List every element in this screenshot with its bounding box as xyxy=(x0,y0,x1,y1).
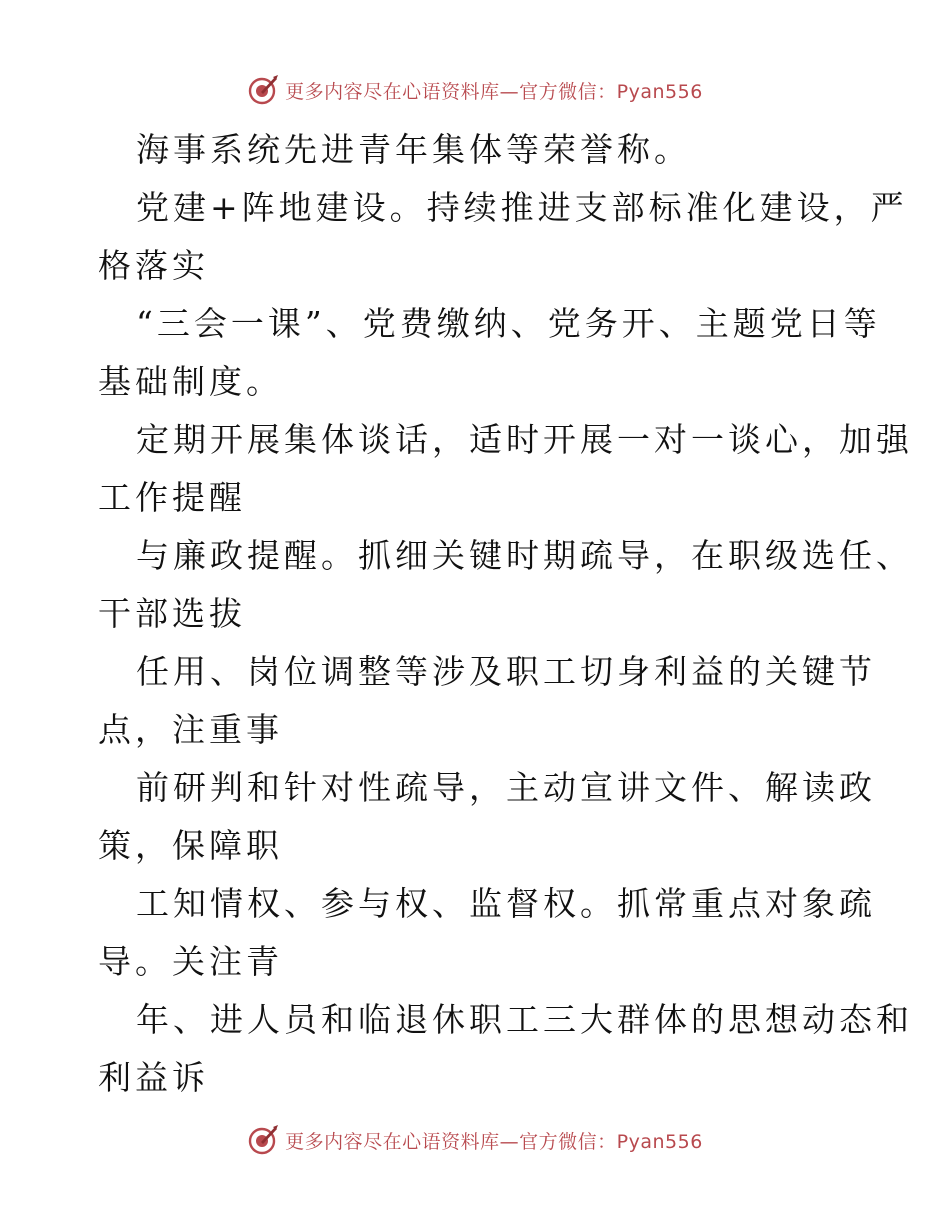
footer-banner-label: 更多内容尽在心语资料库—官方微信： xyxy=(285,1130,617,1153)
paragraph-line: 定期开展集体谈话，适时开展一对一谈心，加强 xyxy=(136,420,913,459)
paragraph-line: 工作提醒 xyxy=(98,478,246,517)
footer-banner xyxy=(0,1120,950,1160)
paragraph-line: 格落实 xyxy=(98,246,209,285)
quill-pen-logo-icon xyxy=(247,1124,279,1156)
paragraph-line: 年、进人员和临退休职工三大群体的思想动态和 xyxy=(136,1000,913,1039)
paragraph-line: 任用、岗位调整等涉及职工切身利益的关键节 xyxy=(136,652,876,691)
footer-banner-handle: Pyan556 xyxy=(616,1130,703,1153)
paragraph-line: 策，保障职 xyxy=(98,826,283,865)
footer-banner-text xyxy=(285,1127,703,1154)
paragraph-line: 利益诉 xyxy=(98,1058,209,1097)
paragraph-line: 工知情权、参与权、监督权。抓常重点对象疏 xyxy=(136,884,876,923)
paragraph-line: 党建+阵地建设。持续推进支部标准化建设，严 xyxy=(136,188,908,227)
paragraph-line: 与廉政提醒。抓细关键时期疏导，在职级选任、 xyxy=(136,536,913,575)
header-banner-label: 更多内容尽在心语资料库—官方微信： xyxy=(285,80,617,103)
paragraph-line: 点，注重事 xyxy=(98,710,283,749)
paragraph-line: 海事系统先进青年集体等荣誉称。 xyxy=(136,130,691,169)
paragraph-line: 基础制度。 xyxy=(98,362,283,401)
header-banner-text xyxy=(285,77,703,104)
header-banner xyxy=(0,70,950,110)
quill-pen-logo-icon xyxy=(247,74,279,106)
header-banner-handle: Pyan556 xyxy=(616,80,703,103)
paragraph-line: 干部选拔 xyxy=(98,594,246,633)
paragraph-line: 前研判和针对性疏导，主动宣讲文件、解读政 xyxy=(136,768,876,807)
paragraph-line: “三会一课”、党费缴纳、党务开、主题党日等 xyxy=(136,304,881,343)
paragraph-line: 导。关注青 xyxy=(98,942,283,981)
